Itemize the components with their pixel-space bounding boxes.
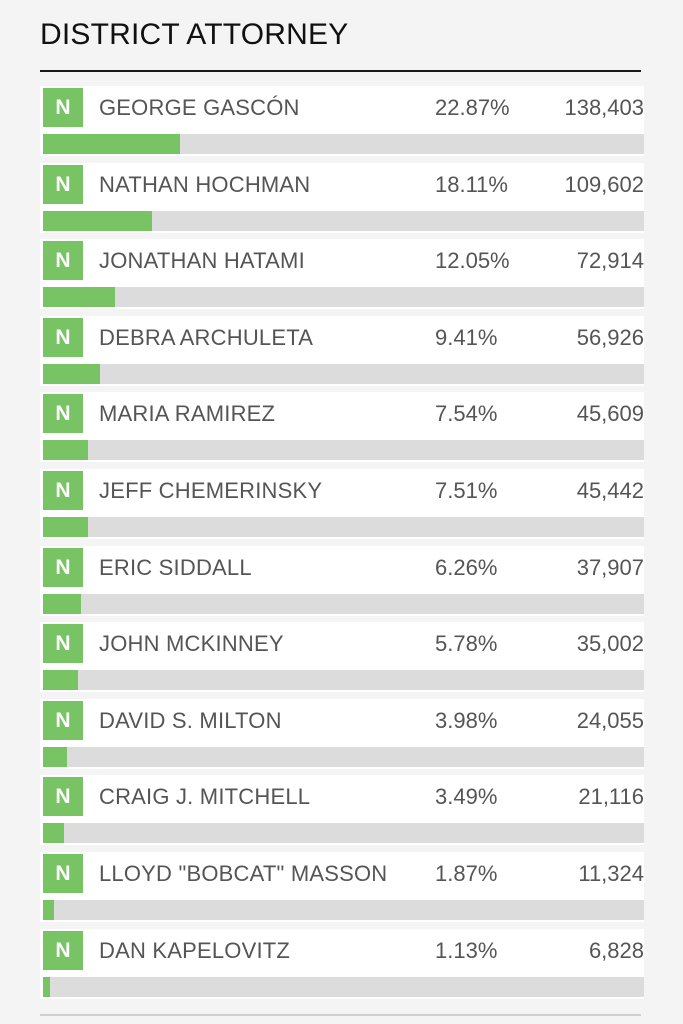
- vote-count: 45,442: [576, 478, 644, 503]
- vote-bar: [43, 747, 67, 767]
- candidate-name: DAVID S. MILTON: [99, 707, 282, 733]
- vote-bar-track: [43, 440, 644, 460]
- vote-count: 56,926: [576, 324, 644, 350]
- vote-count: 72,914: [576, 248, 644, 274]
- candidate-row: [40, 929, 644, 999]
- vote-bar-track: [43, 134, 644, 154]
- vote-bar: [43, 364, 100, 384]
- vote-bar: [43, 440, 88, 460]
- party-badge: N: [43, 471, 83, 510]
- party-badge: N: [43, 701, 83, 740]
- vote-percent: 5.78%: [435, 631, 498, 657]
- party-badge: N: [43, 854, 83, 893]
- party-badge: N: [43, 88, 83, 127]
- candidate-row: [40, 622, 644, 692]
- vote-count: 21,116: [578, 784, 644, 810]
- candidate-name: GEORGE GASCÓN: [99, 95, 300, 120]
- candidate-row: [40, 239, 644, 309]
- party-badge: N: [43, 931, 83, 970]
- party-badge: N: [43, 624, 83, 663]
- vote-bar: [43, 977, 50, 997]
- candidate-row: [40, 86, 644, 156]
- candidate-row: [40, 316, 644, 386]
- party-badge: N: [43, 165, 83, 204]
- vote-bar: [43, 517, 88, 537]
- vote-count: 37,907: [576, 554, 644, 580]
- candidate-name: JEFF CHEMERINSKY: [99, 478, 323, 503]
- race-title: DISTRICT ATTORNEY: [40, 18, 349, 51]
- vote-percent: 7.51%: [435, 478, 498, 503]
- candidate-row: [40, 469, 644, 539]
- vote-bar-track: [43, 977, 644, 997]
- party-badge: N: [43, 318, 83, 357]
- vote-bar: [43, 823, 64, 843]
- vote-count: 35,002: [576, 631, 644, 657]
- vote-percent: 12.05%: [435, 248, 510, 274]
- vote-bar: [43, 211, 152, 231]
- vote-count: 109,602: [564, 171, 644, 197]
- party-badge: N: [43, 777, 83, 816]
- vote-count: 11,324: [578, 861, 644, 886]
- vote-bar-track: [43, 517, 644, 537]
- vote-percent: 3.49%: [435, 784, 498, 810]
- candidate-name: NATHAN HOCHMAN: [99, 171, 311, 197]
- vote-bar-track: [43, 594, 644, 614]
- candidate-name: DEBRA ARCHULETA: [99, 324, 314, 350]
- candidate-name: CRAIG J. MITCHELL: [99, 784, 311, 810]
- candidate-row: [40, 546, 644, 616]
- candidate-name: DAN KAPELOVITZ: [99, 937, 291, 963]
- candidate-name: LLOYD "BOBCAT" MASSON: [99, 861, 388, 886]
- vote-count: 45,609: [576, 401, 644, 427]
- candidate-row: [40, 775, 644, 845]
- candidate-row: [40, 163, 644, 233]
- vote-bar: [43, 287, 115, 307]
- vote-percent: 1.87%: [435, 861, 498, 886]
- vote-count: 6,828: [588, 937, 644, 963]
- vote-percent: 3.98%: [435, 707, 498, 733]
- vote-bar: [43, 594, 81, 614]
- vote-bar-track: [43, 364, 644, 384]
- vote-bar: [43, 900, 54, 920]
- vote-percent: 1.13%: [435, 937, 498, 963]
- candidate-row: [40, 392, 644, 462]
- vote-percent: 6.26%: [435, 554, 498, 580]
- vote-bar-track: [43, 823, 644, 843]
- vote-bar: [43, 670, 78, 690]
- candidate-row: [40, 699, 644, 769]
- vote-count: 138,403: [564, 95, 644, 120]
- party-badge: N: [43, 394, 83, 433]
- vote-bar-track: [43, 747, 644, 767]
- candidate-name: ERIC SIDDALL: [99, 554, 252, 580]
- vote-count: 24,055: [576, 707, 644, 733]
- vote-bar-track: [43, 670, 644, 690]
- vote-bar: [43, 134, 180, 154]
- vote-percent: 22.87%: [435, 95, 510, 120]
- party-badge: N: [43, 548, 83, 587]
- vote-bar-track: [43, 287, 644, 307]
- candidate-row: [40, 852, 644, 922]
- vote-percent: 18.11%: [435, 171, 508, 197]
- vote-bar-track: [43, 900, 644, 920]
- party-badge: N: [43, 241, 83, 280]
- candidate-name: JOHN MCKINNEY: [99, 631, 284, 657]
- vote-bar-track: [43, 211, 644, 231]
- candidate-name: JONATHAN HATAMI: [99, 248, 305, 274]
- vote-percent: 7.54%: [435, 401, 498, 427]
- bottom-divider: [40, 1014, 641, 1016]
- candidate-name: MARIA RAMIREZ: [99, 401, 276, 427]
- title-divider: [40, 70, 641, 72]
- vote-percent: 9.41%: [435, 324, 498, 350]
